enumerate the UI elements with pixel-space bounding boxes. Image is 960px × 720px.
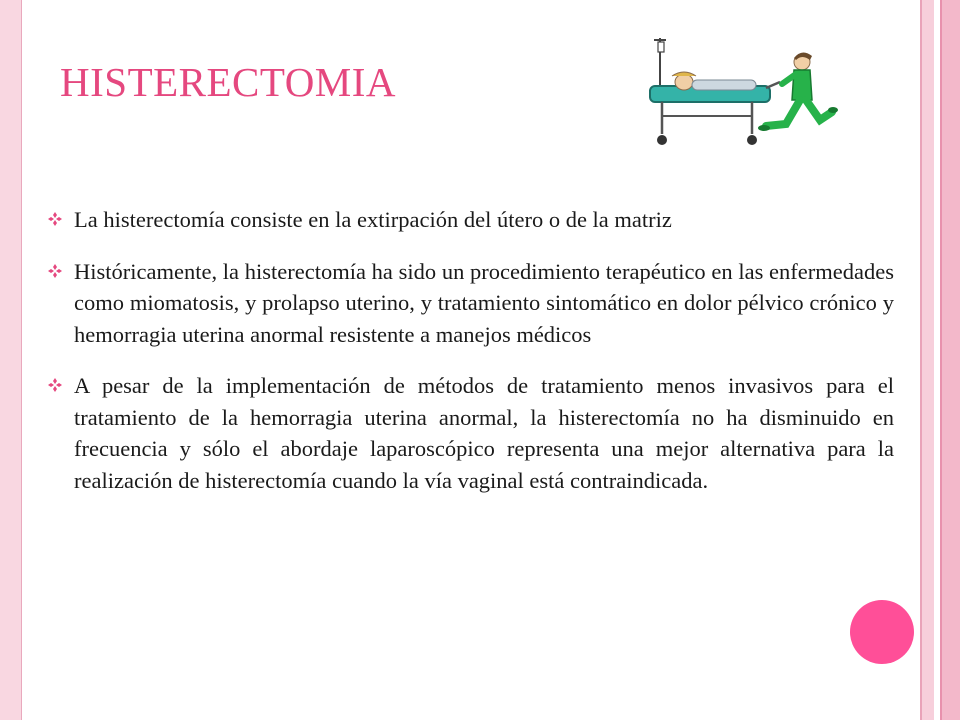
stretcher-patient-icon <box>636 30 840 154</box>
four-diamond-bullet-icon <box>48 378 62 392</box>
list-item <box>46 256 894 351</box>
bullet-text: Históricamente, la histerectomía ha sido un procedimiento terapéutico en las enfermedades como miomatosis, y prolapso uterino, y tratamiento sintomático en dolor pélvico crónico y hemorragia uterina anormal resistente a manejos médicos <box>74 258 894 347</box>
four-diamond-bullet-icon <box>48 264 62 278</box>
slide-title: HISTERECTOMIA <box>60 59 397 105</box>
decorative-pink-circle <box>850 600 914 664</box>
left-frame-border <box>0 0 22 720</box>
bullet-text: La histerectomía consiste en la extirpación del útero o de la matriz <box>74 207 672 232</box>
right-frame-stripe <box>920 0 934 720</box>
four-diamond-bullet-icon <box>48 212 62 226</box>
list-item <box>46 370 894 496</box>
bullet-list <box>46 204 894 516</box>
bullet-text: A pesar de la implementación de métodos de tratamiento menos invasivos para el tratamiento de la hemorragia uterina anormal, la histerectomía no ha disminuido en frecuencia y sólo el abordaje laparoscópico representa una mejor alternativa para la realización de histerectomía cuando la vía vaginal está contraindicada. <box>74 373 894 493</box>
right-frame-stripe-outer <box>940 0 960 720</box>
list-item <box>46 204 894 236</box>
